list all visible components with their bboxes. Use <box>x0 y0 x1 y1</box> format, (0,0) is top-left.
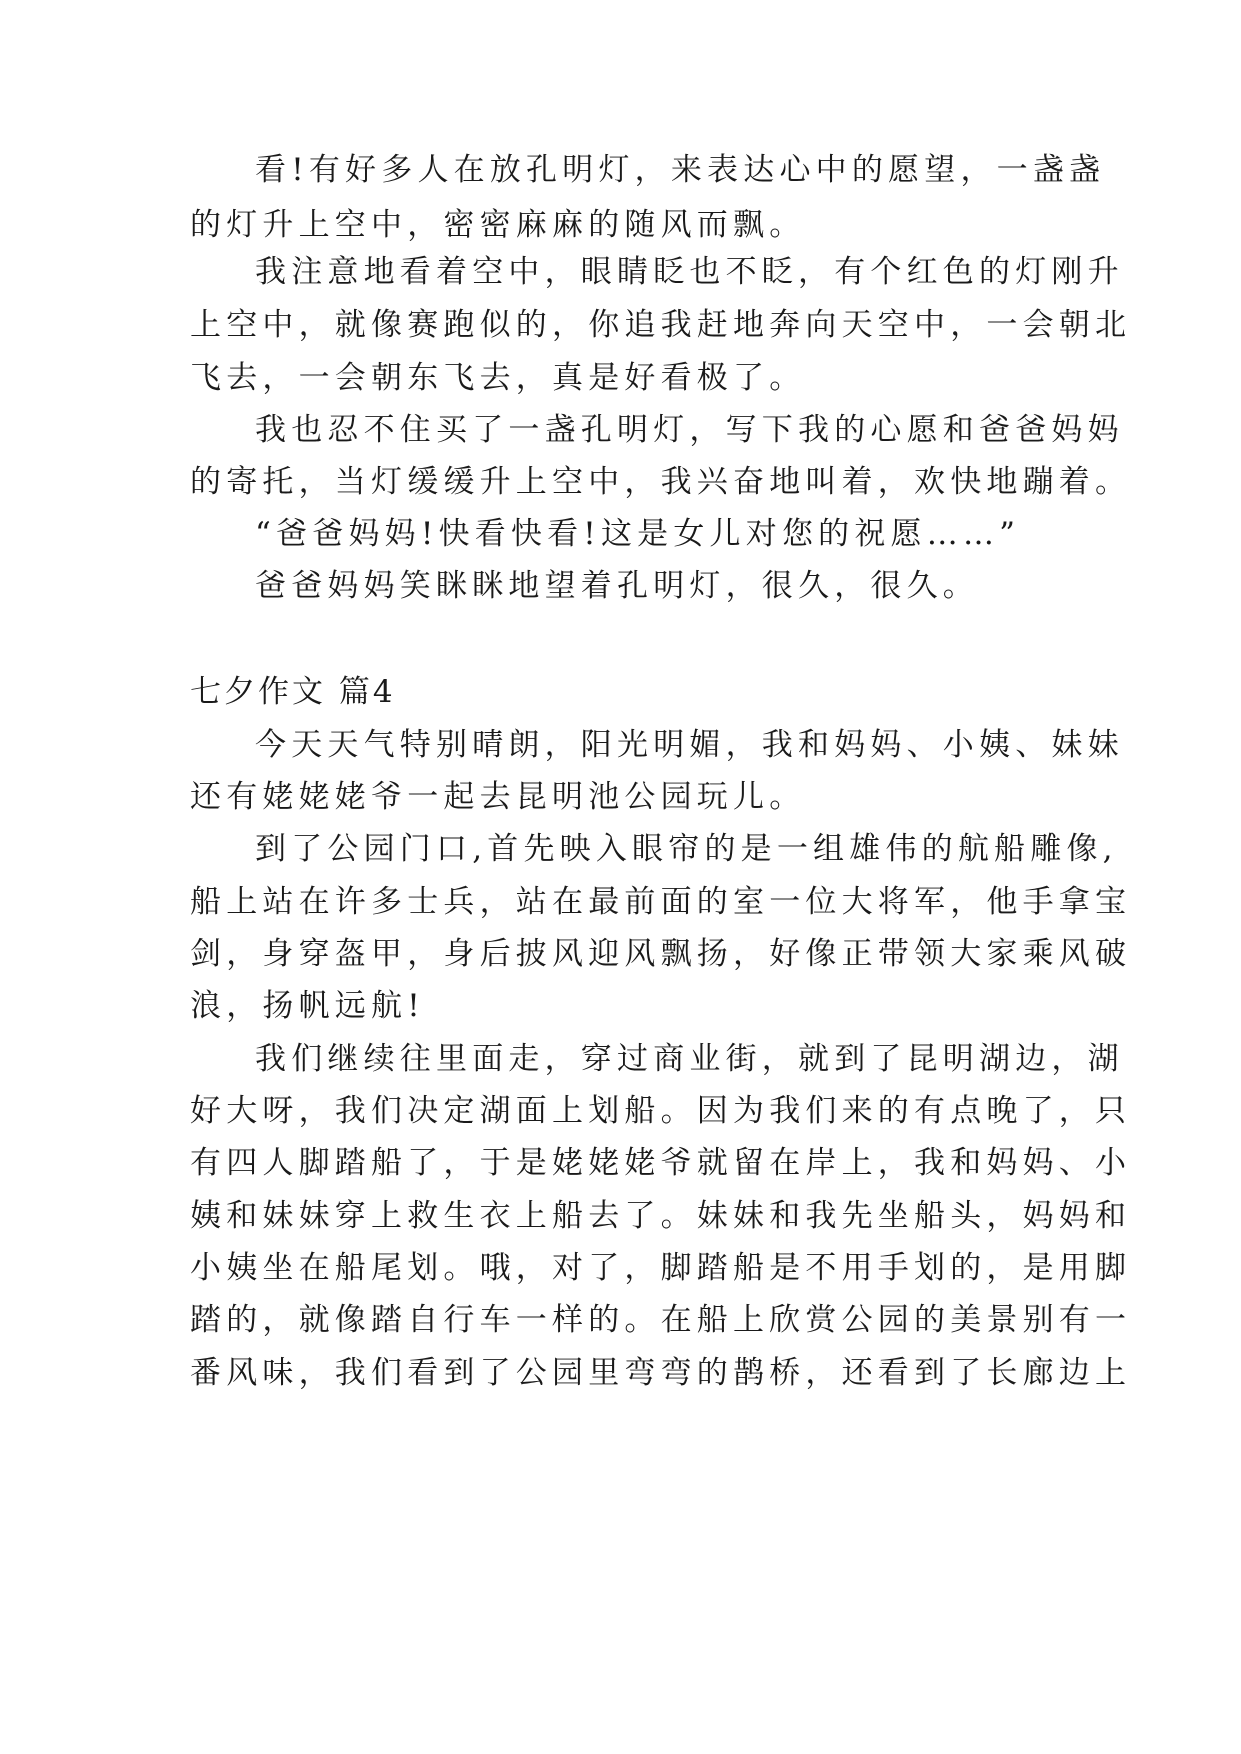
paragraph-line: 踏的，就像踏自行车一样的。在船上欣赏公园的美景别有一 <box>190 1302 1132 1338</box>
paragraph-line: 剑，身穿盔甲，身后披风迎风飘扬，好像正带领大家乘风破 <box>190 936 1132 972</box>
paragraph-line: 的寄托，当灯缓缓升上空中，我兴奋地叫着，欢快地蹦着。 <box>190 464 1132 500</box>
paragraph-line: 上空中，就像赛跑似的，你追我赶地奔向天空中，一会朝北 <box>190 307 1132 343</box>
paragraph-line: 小姨坐在船尾划。哦，对了，脚踏船是不用手划的，是用脚 <box>190 1250 1132 1286</box>
paragraph-line: 飞去，一会朝东飞去，真是好看极了。 <box>190 360 806 396</box>
paragraph-line: 好大呀，我们决定湖面上划船。因为我们来的有点晚了，只 <box>190 1093 1132 1129</box>
paragraph-line: 的灯升上空中，密密麻麻的随风而飘。 <box>190 207 806 243</box>
paragraph-line: 我也忍不住买了一盏孔明灯，写下我的心愿和爸爸妈妈 <box>255 412 1124 448</box>
section-heading: 七夕作文 篇4 <box>190 674 396 710</box>
paragraph-line: 番风味，我们看到了公园里弯弯的鹊桥，还看到了长廊边上 <box>190 1355 1132 1391</box>
paragraph-line: 浪，扬帆远航! <box>190 988 425 1024</box>
paragraph-line: 我们继续往里面走，穿过商业街，就到了昆明湖边，湖 <box>255 1041 1124 1077</box>
paragraph-line: 到了公园门口,首先映入眼帘的是一组雄伟的航船雕像, <box>255 831 1118 867</box>
paragraph-line: 看!有好多人在放孔明灯，来表达心中的愿望，一盏盏 <box>255 152 1106 188</box>
paragraph-line: 爸爸妈妈笑眯眯地望着孔明灯，很久，很久。 <box>255 568 979 604</box>
paragraph-line: “爸爸妈妈!快看快看!这是女儿对您的祝愿……” <box>255 516 1021 552</box>
paragraph-line: 我注意地看着空中，眼睛眨也不眨，有个红色的灯刚升 <box>255 254 1124 290</box>
paragraph-line: 姨和妹妹穿上救生衣上船去了。妹妹和我先坐船头，妈妈和 <box>190 1198 1132 1234</box>
paragraph-line: 有四人脚踏船了，于是姥姥姥爷就留在岸上，我和妈妈、小 <box>190 1145 1132 1181</box>
paragraph-line: 还有姥姥姥爷一起去昆明池公园玩儿。 <box>190 779 806 815</box>
paragraph-line: 今天天气特别晴朗，阳光明媚，我和妈妈、小姨、妹妹 <box>255 727 1124 763</box>
paragraph-line: 船上站在许多士兵，站在最前面的室一位大将军，他手拿宝 <box>190 884 1132 920</box>
